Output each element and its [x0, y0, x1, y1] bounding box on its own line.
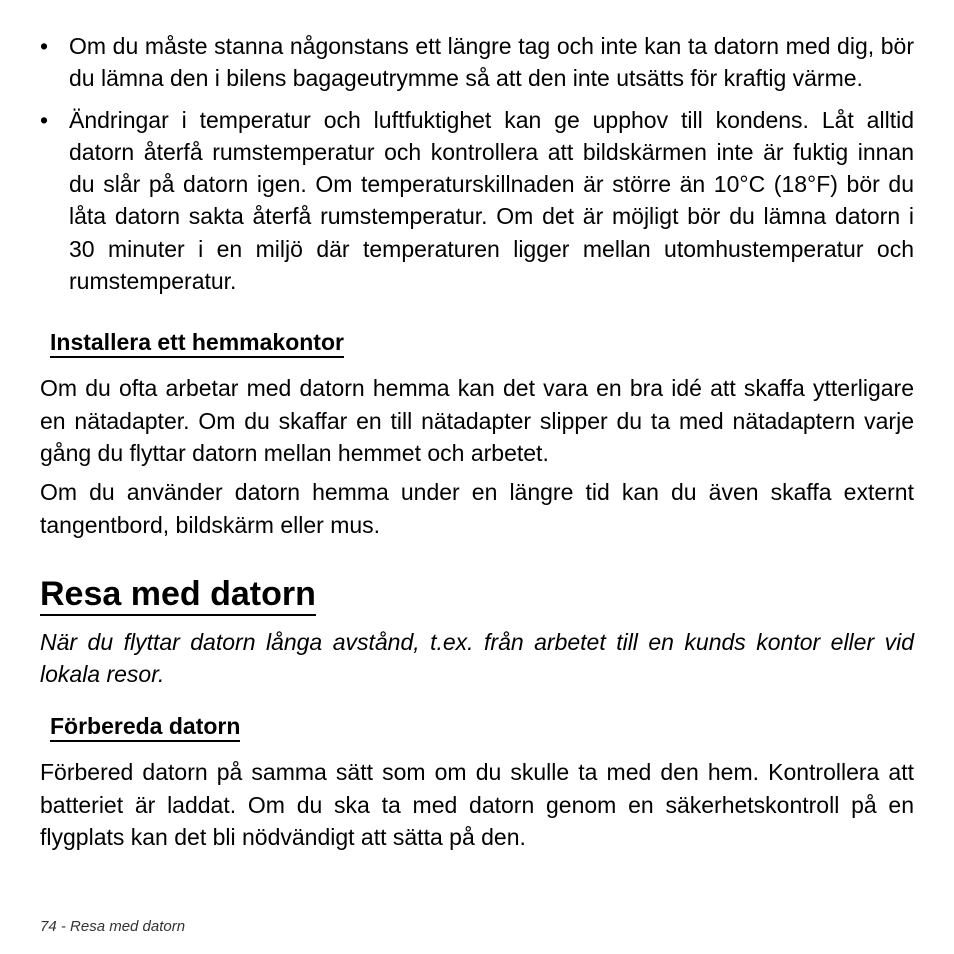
section-heading-prepare: Förbereda datorn	[50, 712, 240, 742]
page-content	[40, 30, 914, 860]
paragraph: Om du använder datorn hemma under en längre tid kan du även skaffa externt tangentbord, bildskärm eller mus.	[40, 479, 914, 538]
page-footer: 74 - Resa med datorn	[40, 918, 186, 935]
bullet-text: Om du måste stanna någonstans ett längre tag och inte kan ta datorn med dig, bör du lämna den i bilens bagageutrymme så att den inte utsätts för kraftig värme.	[69, 33, 914, 92]
list-item	[40, 30, 914, 95]
list-item	[40, 104, 914, 298]
section-heading-home-office: Installera ett hemmakontor	[50, 328, 344, 358]
paragraph: Om du ofta arbetar med datorn hemma kan det vara en bra idé att skaffa ytterligare en nätadapter. Om du skaffar en till nätadapter slipper du ta med nätadaptern varje gång du flyttar datorn mellan hemmet och arbetet.	[40, 375, 914, 466]
paragraph: Förbered datorn på samma sätt som om du skulle ta med den hem. Kontrollera att batteriet är laddat. Om du ska ta med datorn genom en säkerhetskontroll på en flygplats kan det bli nödvändigt att sätta på den.	[40, 759, 914, 851]
bullet-marker: •	[40, 106, 49, 133]
bullet-marker: •	[40, 33, 49, 59]
bullet-text: Ändringar i temperatur och luftfuktighet kan ge upphov till kondens. Låt alltid datorn återfå rumstemperatur och kontrollera att bildskärmen inte är fuktig innan du slår på datorn igen. Om temperaturskillnaden är större än 10°C (18°F) bör du låta datorn sakta återfå rumstemperatur. Om det är möjligt bör du lämna datorn i 30 minuter i en miljö där temperaturen ligger mellan utomhustemperatur och rumstemperatur.	[69, 106, 914, 295]
chapter-title: Resa med datorn	[40, 574, 316, 616]
chapter-intro: När du flyttar datorn långa avstånd, t.ex. från arbetet till en kunds kontor eller vid lokala resor.	[40, 628, 914, 688]
bullet-list	[40, 30, 914, 297]
